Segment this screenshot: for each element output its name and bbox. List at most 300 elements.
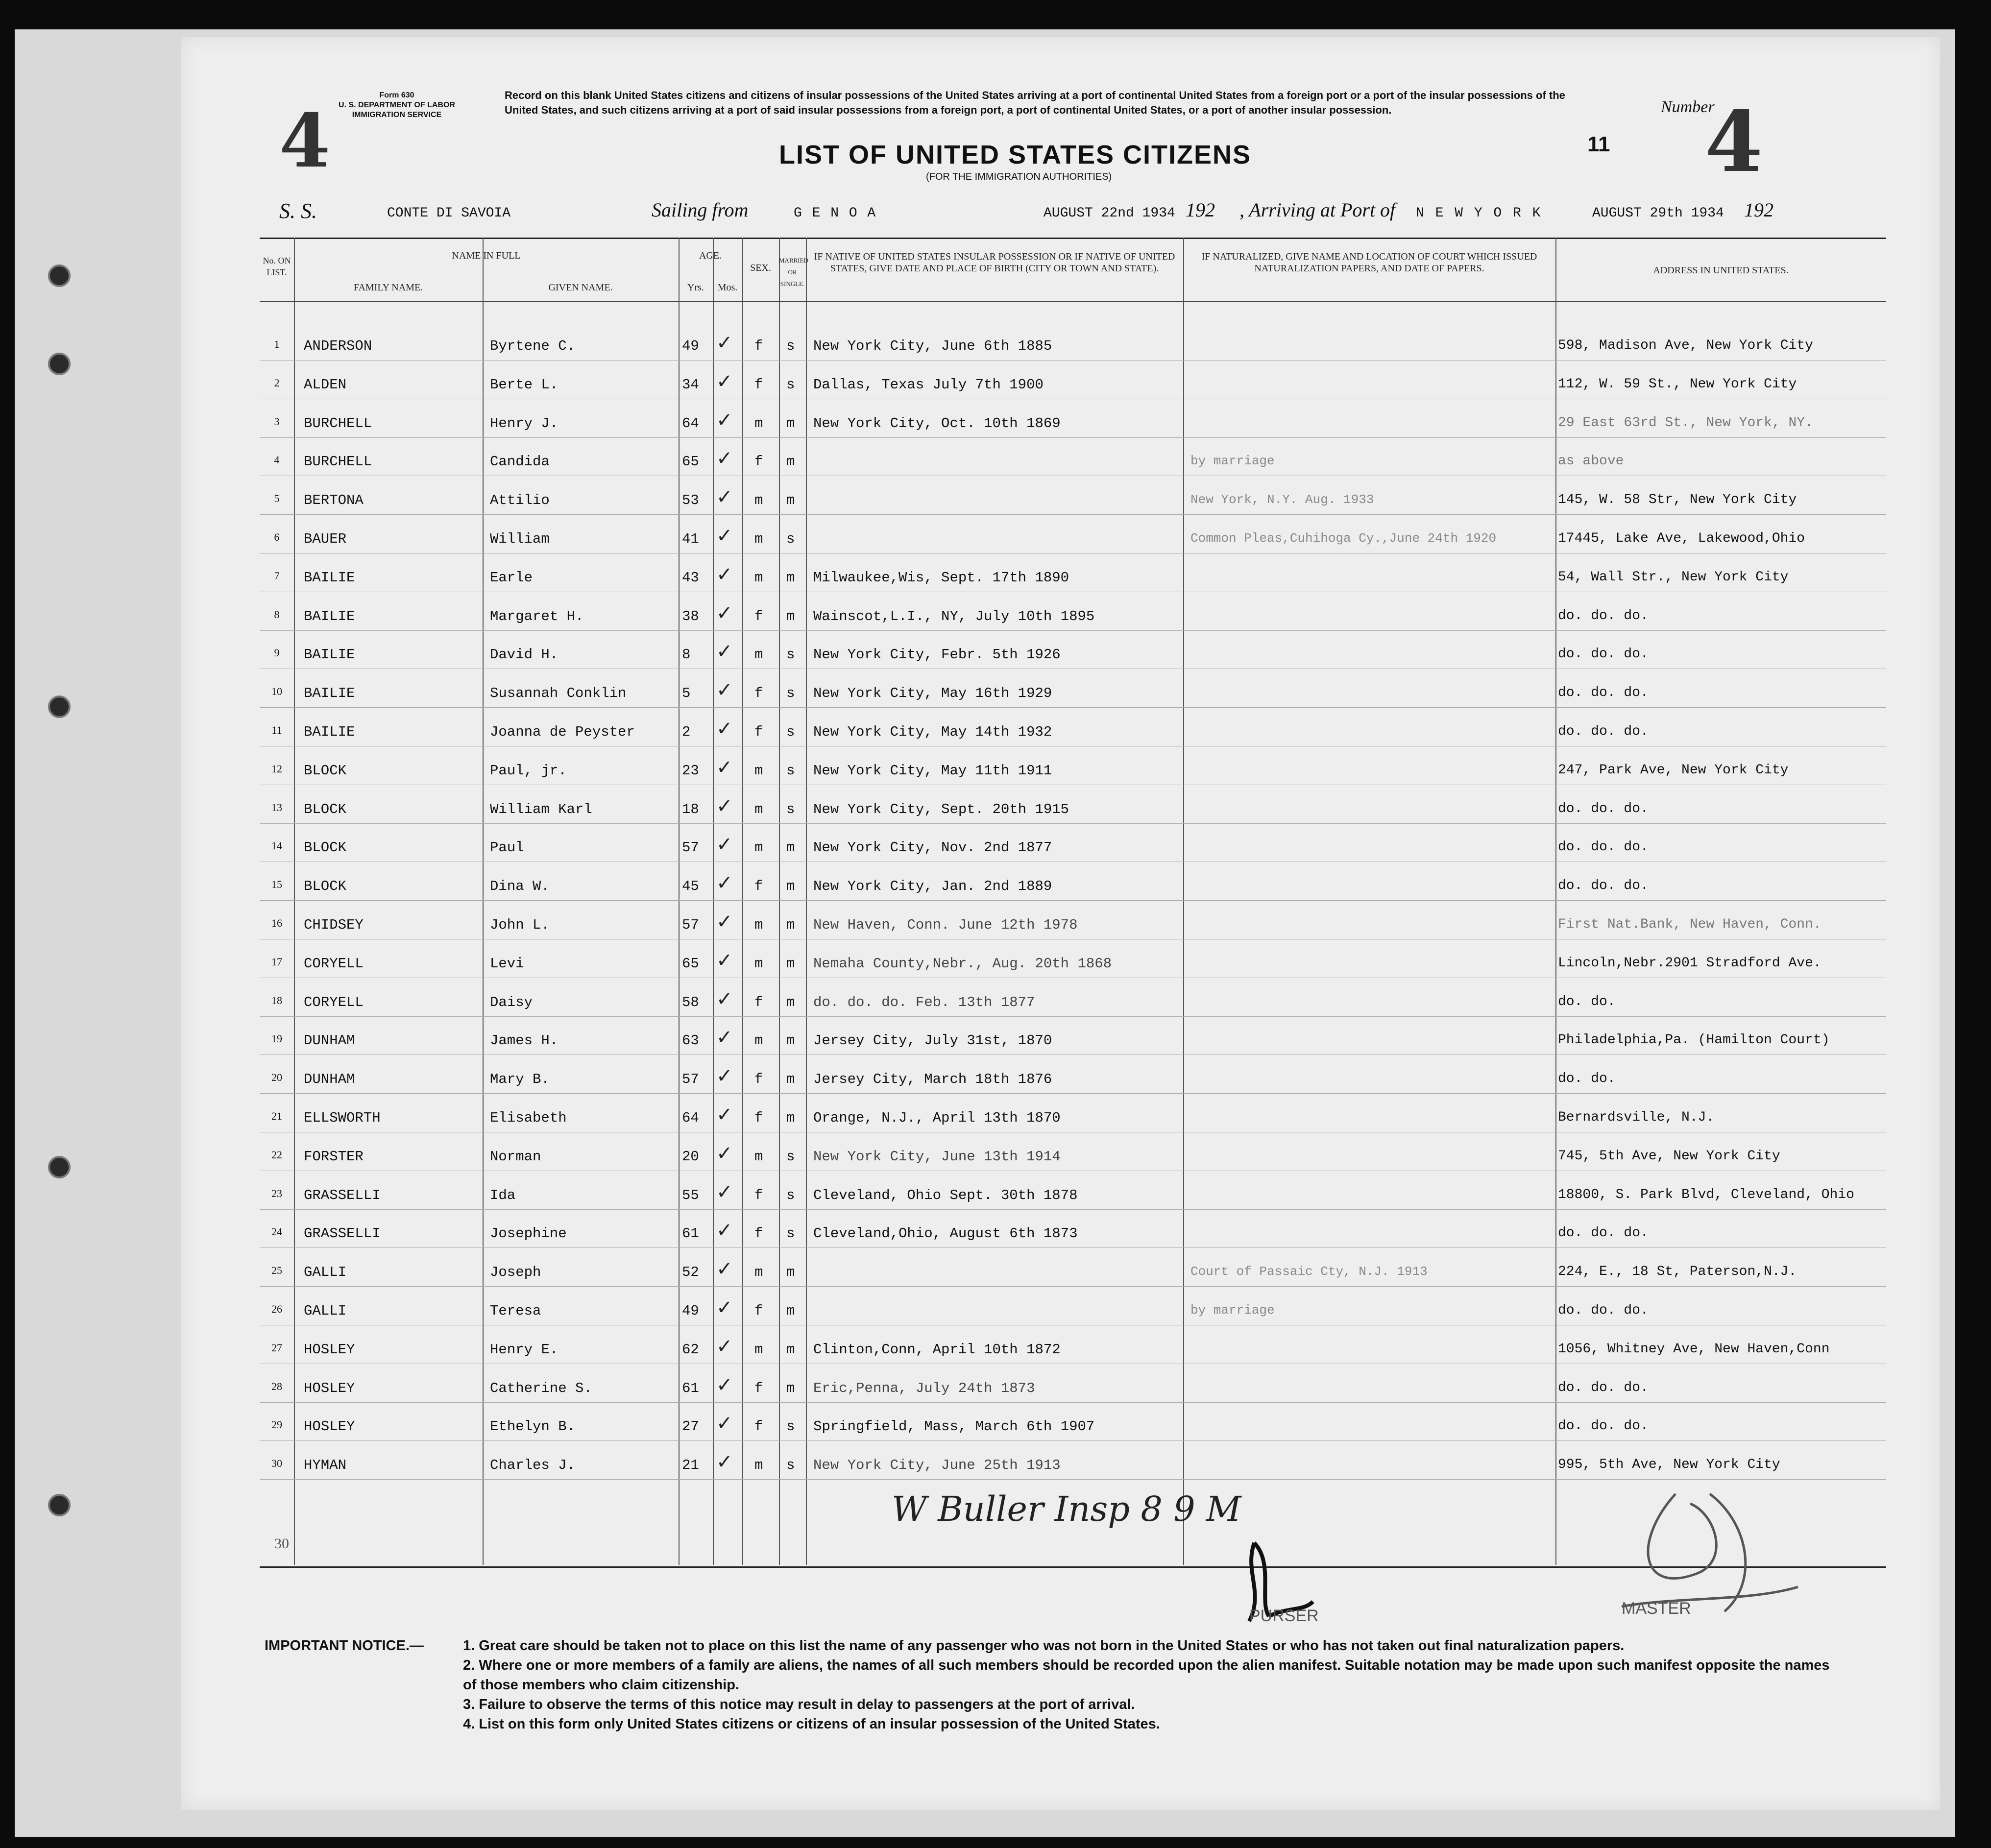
age-years: 65: [682, 956, 699, 972]
row-number: 16: [271, 917, 282, 929]
row-number: 15: [271, 878, 282, 890]
age-years: 58: [682, 994, 699, 1010]
given-name: Ethelyn B.: [490, 1418, 576, 1435]
given-name: Attilio: [490, 492, 550, 508]
naturalization: Common Pleas,Cuhihoga Cy.,June 24th 1920: [1190, 531, 1497, 546]
checkmark-icon: ✓: [716, 1451, 733, 1473]
year-suffix: 192: [1186, 199, 1215, 221]
binder-hole: [48, 353, 71, 375]
sex: m: [754, 492, 763, 508]
given-name: Paul: [490, 840, 524, 856]
given-name: Catherine S.: [490, 1380, 592, 1396]
age-years: 49: [682, 338, 699, 354]
family-name: ANDERSON: [304, 338, 372, 354]
column-rule: [1183, 238, 1184, 1565]
given-name: Berte L.: [490, 377, 558, 393]
sex: m: [754, 956, 763, 972]
us-address: do. do. do.: [1558, 1380, 1649, 1395]
checkmark-icon: ✓: [716, 1104, 733, 1126]
birth-place-date: New Haven, Conn. June 12th 1978: [813, 917, 1078, 933]
header-divider: [260, 301, 1886, 302]
checkmark-icon: ✓: [716, 332, 733, 354]
given-name: Dina W.: [490, 878, 550, 894]
family-name: DUNHAM: [304, 1071, 355, 1087]
sex: f: [754, 1187, 763, 1203]
age-years: 27: [682, 1418, 699, 1435]
marital-status: s: [786, 1225, 795, 1242]
row-number: 2: [274, 377, 280, 389]
year-suffix: 192: [1744, 199, 1773, 221]
row-rule: [260, 1440, 1886, 1441]
checkmark-icon: ✓: [716, 872, 733, 894]
sex: m: [754, 1457, 763, 1473]
family-name: DUNHAM: [304, 1032, 355, 1049]
birth-place-date: New York City, Oct. 10th 1869: [813, 415, 1061, 432]
column-rule: [1555, 238, 1556, 1565]
birth-place-date: Clinton,Conn, April 10th 1872: [813, 1342, 1061, 1358]
row-number: 20: [271, 1071, 282, 1083]
age-years: 20: [682, 1149, 699, 1165]
marital-status: s: [786, 1457, 795, 1473]
birth-place-date: New York City, May 11th 1911: [813, 763, 1052, 779]
notice-heading: IMPORTANT NOTICE.—: [265, 1638, 424, 1654]
us-address: 17445, Lake Ave, Lakewood,Ohio: [1558, 531, 1805, 546]
port-from: G E N O A: [794, 206, 877, 221]
sex: m: [754, 415, 763, 432]
age-years: 45: [682, 878, 699, 894]
family-name: HOSLEY: [304, 1418, 355, 1435]
us-address: do. do. do.: [1558, 878, 1649, 893]
us-address: 1056, Whitney Ave, New Haven,Conn: [1558, 1342, 1830, 1357]
binder-hole: [48, 1156, 71, 1178]
sex: f: [754, 1418, 763, 1435]
us-address: 18800, S. Park Blvd, Cleveland, Ohio: [1558, 1187, 1854, 1202]
purser-label: PURSER: [1249, 1607, 1319, 1625]
birth-place-date: New York City, June 25th 1913: [813, 1457, 1061, 1473]
row-rule: [260, 1286, 1886, 1287]
family-name: BURCHELL: [304, 454, 372, 470]
age-years: 52: [682, 1264, 699, 1280]
checkmark-icon: ✓: [716, 409, 733, 431]
row-number: 3: [274, 415, 280, 428]
checkmark-icon: ✓: [716, 1181, 733, 1203]
age-years: 65: [682, 454, 699, 470]
sex: m: [754, 1264, 763, 1280]
column-rule: [679, 238, 680, 1565]
family-name: HYMAN: [304, 1457, 347, 1473]
sex: m: [754, 647, 763, 663]
family-name: FORSTER: [304, 1149, 364, 1165]
us-address: 29 East 63rd St., New York, NY.: [1558, 415, 1813, 431]
marital-status: s: [786, 647, 795, 663]
marital-status: m: [786, 956, 795, 972]
sex: f: [754, 338, 763, 354]
row-number: 19: [271, 1032, 282, 1045]
checkmark-icon: ✓: [716, 1258, 733, 1280]
birth-place-date: Jersey City, March 18th 1876: [813, 1071, 1052, 1087]
row-number: 21: [271, 1110, 282, 1122]
marital-status: s: [786, 1187, 795, 1203]
checkmark-icon: ✓: [716, 525, 733, 547]
us-address: do. do. do.: [1558, 840, 1649, 855]
us-address: 54, Wall Str., New York City: [1558, 570, 1789, 585]
age-years: 57: [682, 840, 699, 856]
birth-place-date: Jersey City, July 31st, 1870: [813, 1032, 1052, 1049]
arriving-label: , Arriving at Port of: [1239, 199, 1396, 221]
sheet-number: 11: [1587, 132, 1610, 156]
age-years: 18: [682, 801, 699, 817]
age-years: 8: [682, 647, 691, 663]
marital-status: m: [786, 1342, 795, 1358]
number-label: Number: [1661, 98, 1715, 116]
sex: f: [754, 724, 763, 740]
row-number: 8: [274, 608, 280, 621]
us-address: 145, W. 58 Str, New York City: [1558, 492, 1797, 507]
family-name: BLOCK: [304, 840, 347, 856]
given-name: Mary B.: [490, 1071, 550, 1087]
marital-status: m: [786, 1071, 795, 1087]
given-name: James H.: [490, 1032, 558, 1049]
us-address: do. do. do.: [1558, 1418, 1649, 1434]
given-name: Teresa: [490, 1303, 541, 1319]
us-address: 224, E., 18 St, Paterson,N.J.: [1558, 1264, 1797, 1279]
marital-status: m: [786, 1110, 795, 1126]
checkmark-icon: ✓: [716, 1412, 733, 1434]
checkmark-icon: ✓: [716, 1374, 733, 1396]
naturalization: New York, N.Y. Aug. 1933: [1190, 492, 1374, 507]
family-name: CORYELL: [304, 956, 364, 972]
sex: f: [754, 878, 763, 894]
marital-status: m: [786, 608, 795, 624]
col-head-birth: IF NATIVE OF UNITED STATES INSULAR POSSESSION OR IF NATIVE OF UNITED STATES, GIVE DATE AND PLACE OF BIRTH (CITY OR TOWN AND STATE).: [814, 251, 1175, 274]
arrive-date: AUGUST 29th 1934: [1592, 206, 1724, 221]
age-years: 64: [682, 415, 699, 432]
given-name: Levi: [490, 956, 524, 972]
marital-status: s: [786, 1149, 795, 1165]
marital-status: m: [786, 840, 795, 856]
col-head-sex: SEX.: [750, 263, 771, 273]
us-address: do. do. do.: [1558, 1303, 1649, 1318]
family-name: BAILIE: [304, 647, 355, 663]
birth-place-date: Springfield, Mass, March 6th 1907: [813, 1418, 1095, 1435]
age-years: 61: [682, 1225, 699, 1242]
given-name: Joseph: [490, 1264, 541, 1280]
column-rule: [294, 238, 295, 1565]
given-name: Josephine: [490, 1225, 567, 1242]
notice-item-3: 3. Failure to observe the terms of this notice may result in delay to passengers at the port of arrival.: [463, 1697, 1135, 1712]
checkmark-icon: ✓: [716, 563, 733, 585]
sex: m: [754, 840, 763, 856]
given-name: Daisy: [490, 994, 533, 1010]
marital-status: s: [786, 685, 795, 701]
checkmark-icon: ✓: [716, 833, 733, 855]
given-name: William Karl: [490, 801, 592, 817]
ship-name: CONTE DI SAVOIA: [387, 206, 511, 221]
family-name: BLOCK: [304, 763, 347, 779]
row-rule: [260, 1016, 1886, 1017]
birth-place-date: Orange, N.J., April 13th 1870: [813, 1110, 1061, 1126]
given-name: Elisabeth: [490, 1110, 567, 1126]
corner-number: 4: [279, 98, 331, 184]
sail-date: AUGUST 22nd 1934: [1044, 206, 1175, 221]
family-name: GRASSELLI: [304, 1225, 381, 1242]
row-number: 30: [271, 1457, 282, 1469]
row-number: 1: [274, 338, 280, 350]
age-years: 64: [682, 1110, 699, 1126]
birth-place-date: New York City, Febr. 5th 1926: [813, 647, 1061, 663]
us-address: as above: [1558, 454, 1624, 469]
family-name: GALLI: [304, 1264, 347, 1280]
row-number: 24: [271, 1225, 282, 1238]
age-years: 41: [682, 531, 699, 547]
age-years: 23: [682, 763, 699, 779]
ss-label: S. S.: [279, 199, 317, 223]
us-address: do. do. do.: [1558, 685, 1649, 700]
row-number: 17: [271, 956, 282, 968]
marital-status: s: [786, 1418, 795, 1435]
us-address: Philadelphia,Pa. (Hamilton Court): [1558, 1032, 1830, 1048]
sailing-label: Sailing from: [652, 199, 749, 221]
sex: m: [754, 570, 763, 586]
list-number: 4: [1705, 93, 1763, 191]
row-rule: [260, 630, 1886, 631]
inspector-handwriting: W Buller Insp 8 9 M: [892, 1489, 1241, 1529]
sex: m: [754, 1342, 763, 1358]
form-title: LIST OF UNITED STATES CITIZENS: [779, 140, 1251, 169]
row-number: 12: [271, 763, 282, 775]
form-subtitle: (FOR THE IMMIGRATION AUTHORITIES): [926, 171, 1112, 182]
row-number: 7: [274, 570, 280, 582]
birth-place-date: New York City, May 16th 1929: [813, 685, 1052, 701]
us-address: do. do. do.: [1558, 724, 1649, 739]
row-number: 11: [271, 724, 282, 736]
family-name: HOSLEY: [304, 1342, 355, 1358]
naturalization: by marriage: [1190, 1303, 1275, 1318]
birth-place-date: Dallas, Texas July 7th 1900: [813, 377, 1044, 393]
sex: f: [754, 1380, 763, 1396]
sex: m: [754, 1149, 763, 1165]
col-head-given: GIVEN NAME.: [548, 282, 613, 293]
birth-place-date: Eric,Penna, July 24th 1873: [813, 1380, 1035, 1396]
sex: f: [754, 1303, 763, 1319]
age-years: 57: [682, 1071, 699, 1087]
row-rule: [260, 1402, 1886, 1403]
row-rule: [260, 514, 1886, 515]
age-years: 2: [682, 724, 691, 740]
us-address: Bernardsville, N.J.: [1558, 1110, 1715, 1125]
sex: m: [754, 763, 763, 779]
row-rule: [260, 1093, 1886, 1094]
given-name: Susannah Conklin: [490, 685, 627, 701]
marital-status: m: [786, 454, 795, 470]
birth-place-date: New York City, May 14th 1932: [813, 724, 1052, 740]
checkmark-icon: ✓: [716, 679, 733, 701]
family-name: ELLSWORTH: [304, 1110, 381, 1126]
marital-status: m: [786, 994, 795, 1010]
binder-hole: [48, 696, 71, 718]
notice-item-1: 1. Great care should be taken not to place on this list the name of any passenger who was not born in the United States or who has not taken out final naturalization papers.: [463, 1638, 1625, 1654]
checkmark-icon: ✓: [716, 949, 733, 971]
sex: m: [754, 531, 763, 547]
given-name: Henry E.: [490, 1342, 558, 1358]
col-head-naturalized: IF NATURALIZED, GIVE NAME AND LOCATION OF COURT WHICH ISSUED NATURALIZATION PAPERS, AND DATE OF PAPERS.: [1201, 251, 1537, 274]
given-name: Earle: [490, 570, 533, 586]
us-address: 995, 5th Ave, New York City: [1558, 1457, 1780, 1472]
age-years: 21: [682, 1457, 699, 1473]
checkmark-icon: ✓: [716, 1026, 733, 1048]
naturalization: Court of Passaic Cty, N.J. 1913: [1190, 1264, 1428, 1279]
checkmark-icon: ✓: [716, 718, 733, 740]
age-years: 61: [682, 1380, 699, 1396]
total-count: 30: [274, 1536, 289, 1552]
marital-status: s: [786, 531, 795, 547]
column-rule: [483, 238, 484, 1565]
age-years: 5: [682, 685, 691, 701]
age-years: 63: [682, 1032, 699, 1049]
checkmark-icon: ✓: [716, 1335, 733, 1357]
sex: f: [754, 685, 763, 701]
notice-item-4: 4. List on this form only United States citizens or citizens of an insular possession of the United States.: [463, 1716, 1160, 1732]
marital-status: s: [786, 338, 795, 354]
col-head-no: No. ON LIST.: [263, 256, 291, 277]
family-name: GRASSELLI: [304, 1187, 381, 1203]
row-rule: [260, 1479, 1886, 1480]
given-name: Paul, jr.: [490, 763, 567, 779]
birth-place-date: Cleveland, Ohio Sept. 30th 1878: [813, 1187, 1078, 1203]
given-name: Charles J.: [490, 1457, 576, 1473]
birth-place-date: New York City, June 13th 1914: [813, 1149, 1061, 1165]
row-number: 27: [271, 1342, 282, 1354]
service-name: IMMIGRATION SERVICE: [352, 111, 442, 119]
binder-hole: [48, 264, 71, 287]
family-name: BAUER: [304, 531, 347, 547]
age-years: 57: [682, 917, 699, 933]
sex: f: [754, 608, 763, 624]
marital-status: s: [786, 763, 795, 779]
family-name: CORYELL: [304, 994, 364, 1010]
row-number: 23: [271, 1187, 282, 1200]
instructions-text: Record on this blank United States citizens and citizens of insular possessions of the United States arriving at a port of continental United States from a foreign port or a port of the insular possessions of the United States, and such citizens arriving at a port of said insular possessions from a foreign port, a port of continental United States, or a port of another insular possession.: [505, 89, 1565, 116]
checkmark-icon: ✓: [716, 447, 733, 469]
col-head-mos: Mos.: [717, 282, 738, 293]
checkmark-icon: ✓: [716, 988, 733, 1010]
col-head-family: FAMILY NAME.: [353, 282, 423, 293]
family-name: GALLI: [304, 1303, 347, 1319]
column-rule: [713, 238, 714, 1565]
given-name: Candida: [490, 454, 550, 470]
row-number: 25: [271, 1264, 282, 1276]
checkmark-icon: ✓: [716, 911, 733, 933]
given-name: Ida: [490, 1187, 516, 1203]
family-name: BLOCK: [304, 801, 347, 817]
form-number: Form 630: [379, 91, 414, 99]
col-head-name: NAME IN FULL: [452, 250, 521, 261]
family-name: HOSLEY: [304, 1380, 355, 1396]
family-name: BAILIE: [304, 724, 355, 740]
sex: m: [754, 1032, 763, 1049]
marital-status: m: [786, 570, 795, 586]
row-rule: [260, 823, 1886, 824]
family-name: BLOCK: [304, 878, 347, 894]
checkmark-icon: ✓: [716, 1142, 733, 1164]
checkmark-icon: ✓: [716, 486, 733, 508]
family-name: CHIDSEY: [304, 917, 364, 933]
marital-status: m: [786, 1380, 795, 1396]
us-address: do. do. do.: [1558, 1225, 1649, 1241]
marital-status: m: [786, 1303, 795, 1319]
age-years: 53: [682, 492, 699, 508]
marital-status: m: [786, 415, 795, 432]
row-rule: [260, 1209, 1886, 1210]
marital-status: m: [786, 917, 795, 933]
column-rule: [742, 238, 743, 1565]
us-address: Lincoln,Nebr.2901 Stradford Ave.: [1558, 956, 1821, 971]
row-number: 28: [271, 1380, 282, 1392]
checkmark-icon: ✓: [716, 370, 733, 392]
family-name: BAILIE: [304, 685, 355, 701]
row-number: 26: [271, 1303, 282, 1315]
naturalization: by marriage: [1190, 454, 1275, 468]
col-head-age: AGE.: [699, 250, 722, 261]
row-number: 9: [274, 647, 280, 659]
checkmark-icon: ✓: [716, 1219, 733, 1241]
marital-status: s: [786, 724, 795, 740]
row-number: 22: [271, 1149, 282, 1161]
given-name: David H.: [490, 647, 558, 663]
row-rule: [260, 437, 1886, 438]
us-address: do. do. do.: [1558, 801, 1649, 816]
notice-item-2: 2. Where one or more members of a family are aliens, the names of all such members should be recorded upon the alien manifest. Suitable notation may be made upon such manifest opposite the names of those members who claim citizenship.: [463, 1657, 1830, 1693]
department-name: U. S. DEPARTMENT OF LABOR: [339, 101, 455, 109]
checkmark-icon: ✓: [716, 795, 733, 817]
marital-status: m: [786, 878, 795, 894]
given-name: Byrtene C.: [490, 338, 576, 354]
family-name: BERTONA: [304, 492, 364, 508]
family-name: BURCHELL: [304, 415, 372, 432]
age-years: 38: [682, 608, 699, 624]
age-years: 49: [682, 1303, 699, 1319]
given-name: Norman: [490, 1149, 541, 1165]
checkmark-icon: ✓: [716, 602, 733, 624]
col-head-yrs: Yrs.: [687, 282, 704, 293]
marital-status: m: [786, 1264, 795, 1280]
row-rule: [260, 707, 1886, 708]
sex: f: [754, 994, 763, 1010]
row-number: 13: [271, 801, 282, 814]
checkmark-icon: ✓: [716, 640, 733, 662]
marital-status: m: [786, 492, 795, 508]
sex: f: [754, 1225, 763, 1242]
age-years: 43: [682, 570, 699, 586]
row-number: 5: [274, 492, 280, 504]
age-years: 34: [682, 377, 699, 393]
birth-place-date: New York City, June 6th 1885: [813, 338, 1052, 354]
birth-place-date: Cleveland,Ohio, August 6th 1873: [813, 1225, 1078, 1242]
checkmark-icon: ✓: [716, 756, 733, 778]
birth-place-date: do. do. do. Feb. 13th 1877: [813, 994, 1035, 1010]
row-rule: [260, 900, 1886, 901]
col-head-married: MARRIED OR SINGLE.: [779, 257, 808, 288]
birth-place-date: New York City, Nov. 2nd 1877: [813, 840, 1052, 856]
given-name: William: [490, 531, 550, 547]
family-name: BAILIE: [304, 608, 355, 624]
birth-place-date: New York City, Jan. 2nd 1889: [813, 878, 1052, 894]
sex: f: [754, 377, 763, 393]
sex: f: [754, 454, 763, 470]
col-head-address: ADDRESS IN UNITED STATES.: [1653, 265, 1789, 276]
us-address: 247, Park Ave, New York City: [1558, 763, 1789, 778]
birth-place-date: Wainscot,L.I., NY, July 10th 1895: [813, 608, 1095, 624]
